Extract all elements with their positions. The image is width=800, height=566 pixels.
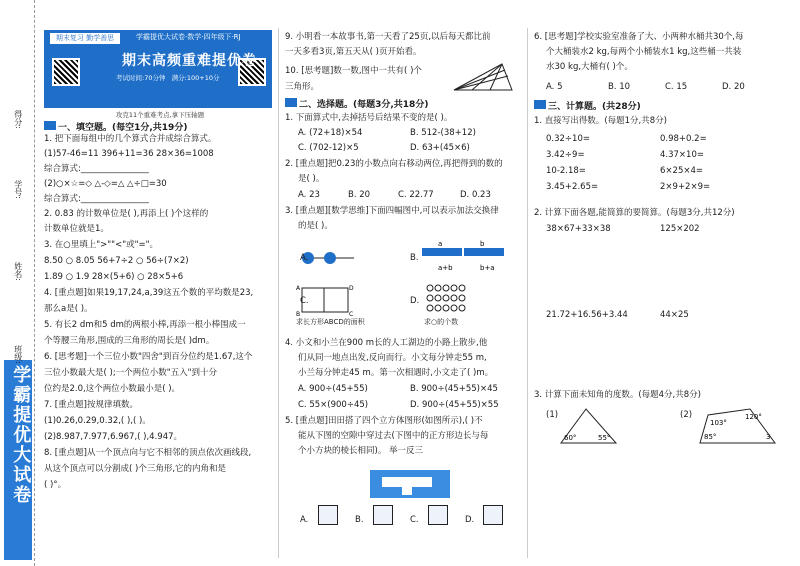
figure-d-circles: [424, 282, 484, 318]
section-calculation: 三、计算题。(共28分): [534, 100, 641, 113]
question-line: 一天多看3页,第五天从( )页开始看。: [285, 47, 422, 57]
page-title: 期末高频重难提优卷: [122, 53, 257, 69]
svg-text:C: C: [349, 311, 354, 318]
fill-blank-line: 计数单位就是1。: [44, 224, 109, 234]
calc-item: 125×202: [660, 224, 700, 234]
score-label: 得分:: [13, 110, 23, 129]
option: A. (72+18)×54: [298, 128, 363, 138]
option-b: B.: [410, 253, 419, 263]
mental-calc-item: 0.98+0.2=: [660, 134, 707, 144]
choice-q6-cont: 个大桶装水2 kg,每两个小桶装水1 kg,这些桶一共装: [546, 47, 742, 57]
fill-blank-line: (1)0.26,0.29,0.32,( ),( )。: [44, 416, 151, 426]
angle-triangle-1: [556, 405, 626, 445]
choice-q4: 4. 小文和小兰在900 m长的人工湖边的小路上散步,他: [285, 338, 488, 348]
choice-q5-cont: 能从下图的空隙中穿过去(下图中的正方形边长与每: [298, 431, 489, 441]
option: C. 22.77: [398, 190, 434, 200]
fill-blank-line: 8. [重点题]从一个顶点向与它不相邻的顶点依次画线段,: [44, 448, 252, 458]
section-choice: 二、选择题。(每题3分,共18分): [285, 98, 428, 111]
fill-blank-line: 综合算式:________________: [44, 194, 149, 204]
section-marker-icon: [285, 98, 297, 107]
student-id-label: 学号:: [13, 180, 23, 199]
fill-blank-line: 综合算式:________________: [44, 164, 149, 174]
class-label: 班级:: [13, 345, 23, 364]
option: A. 900÷(45+55): [298, 384, 368, 394]
option: D. 0.23: [460, 190, 491, 200]
exam-info: [116, 74, 220, 83]
question-line: 10. [思考题]数一数,图中一共有( )个: [285, 66, 422, 76]
calc-item: 38×67+33×38: [546, 224, 611, 234]
section-marker-icon: [534, 100, 546, 109]
choice-q2-cont: 是( )。: [298, 174, 325, 184]
fill-blank-line: 那么a是( )。: [44, 304, 93, 314]
fill-blank-line: 6. [思考题]一个三位小数"四舍"到百分位约是1.67,这个: [44, 352, 253, 362]
exam-time: 考试时间:70分钟: [116, 74, 166, 82]
calc-q1: 1. 直接写出得数。(每题1分,共8分): [534, 116, 667, 126]
angle-3: 3: [766, 433, 771, 441]
fill-blank-line: 4. [重点题]如果19,17,24,a,39这五个数的平均数是23,: [44, 288, 254, 298]
question-line: 三角形。: [285, 82, 320, 92]
question-line: 9. 小明看一本故事书,第一天看了25页,以后每天都比前: [285, 32, 491, 42]
choice-q6-cont: 水30 kg,大桶有( )个。: [546, 62, 633, 72]
series-tag: 期末复习 勤学善思: [50, 33, 120, 44]
angle-103: 103°: [710, 419, 727, 427]
cube-shape-icon: [428, 505, 448, 525]
fill-blank-line: (1)57-46=11 396+11=36 28×36=1008: [44, 149, 214, 159]
cube-option-label: A.: [300, 515, 309, 525]
column-divider: [278, 28, 279, 558]
option: C. (702-12)×5: [298, 143, 359, 153]
gap-grid-figure: [370, 470, 450, 498]
cube-option-label: C.: [410, 515, 419, 525]
option: D. 20: [722, 82, 745, 92]
calc-q2: 2. 计算下面各题,能简算的要简算。(每题3分,共12分): [534, 208, 735, 218]
choice-q5: 5. [重点题]田田搭了四个立方体图形(如图所示),( )不: [285, 416, 483, 426]
svg-text:b: b: [480, 240, 485, 248]
option: A. 5: [546, 82, 563, 92]
option: B. 10: [608, 82, 631, 92]
figure-c-caption: 求长方形ABCD的面积: [296, 318, 365, 326]
option: D. 63+(45×6): [410, 143, 470, 153]
svg-text:A: A: [296, 285, 301, 292]
fill-blank-line: 5. 有长2 dm和5 dm的两根小棒,再添一根小棒围成一: [44, 320, 246, 330]
fill-blank-line: 3. 在○里填上">""<"或"="。: [44, 240, 159, 250]
svg-text:b+a: b+a: [480, 264, 495, 272]
angle-85: 85°: [704, 433, 717, 441]
svg-text:a+b: a+b: [438, 264, 453, 272]
svg-text:a: a: [438, 240, 443, 248]
choice-q3-cont: 的是( )。: [298, 221, 333, 231]
svg-text:D: D: [349, 285, 354, 292]
option: B. 20: [348, 190, 371, 200]
angle-quadrilateral-2: [690, 405, 780, 445]
svg-text:B: B: [296, 311, 301, 318]
name-label: 姓名:: [13, 262, 23, 281]
choice-q3: 3. [重点题][数学思维]下面四幅图中,可以表示加法交换律: [285, 206, 499, 216]
option: A. 23: [298, 190, 320, 200]
fill-blank-line: 8.50 ○ 8.05 56+7÷2 ○ 56÷(7×2): [44, 256, 189, 266]
exam-score: 满分:100+10分: [171, 74, 220, 82]
cube-option-label: D.: [465, 515, 475, 525]
binding-strip: [0, 0, 40, 566]
series-name: 学霸提优大试卷·数学·四年级下·RJ: [136, 33, 241, 41]
brand-text: 学霸提优大试卷: [10, 365, 32, 505]
cube-shape-icon: [373, 505, 393, 525]
angle-q-label: (1): [546, 410, 559, 420]
fill-blank-line: 7. [重点题]按规律填数。: [44, 400, 138, 410]
fill-blank-line: (2)○×☆=◇ △-◇=△ △÷□=30: [44, 179, 167, 189]
angle-55: 55°: [598, 434, 611, 442]
mental-calc-item: 10-2.18=: [546, 166, 586, 176]
choice-q2: 2. [重点题]把0.23的小数点向右移动两位,再把得到的数的: [285, 159, 503, 169]
calc-q3: 3. 计算下面未知角的度数。(每题4分,共8分): [534, 390, 701, 400]
header-banner: [44, 30, 272, 108]
qr-code-left-icon: [52, 58, 80, 86]
choice-q4-cont: 们从同一地点出发,反向而行。小文每分钟走55 m,: [298, 353, 487, 363]
choice-q1: 1. 下面算式中,去掉括号后结果不变的是( )。: [285, 113, 453, 123]
slogan: 攻克11个重难考点,拿下压轴题: [115, 111, 205, 119]
fill-blank-line: ( )°。: [44, 480, 67, 490]
option-d: D.: [410, 296, 420, 306]
option-c: C.: [300, 296, 309, 306]
mental-calc-item: 0.32÷10=: [546, 134, 590, 144]
calc-item: 44×25: [660, 310, 689, 320]
triangle-count-figure: [452, 62, 514, 92]
option: D. 900÷(45+55)×55: [410, 400, 499, 410]
fill-blank-line: 1. 把下面每组中的几个算式合并成综合算式。: [44, 134, 217, 144]
fill-blank-line: (2)8.987,7.977,6.967,( ),4.947。: [44, 432, 183, 442]
choice-q5-cont: 个小方块的棱长相同)。 举一反三: [298, 446, 424, 456]
angle-120: 120°: [745, 413, 762, 421]
mental-calc-item: 6×25×4=: [660, 166, 703, 176]
cube-shape-icon: [483, 505, 503, 525]
cube-option-label: B.: [355, 515, 364, 525]
fill-blank-line: 三位小数最大是( );一个两位小数"五入"到十分: [44, 368, 218, 378]
fill-blank-line: 位约是2.0,这个两位小数最小是( )。: [44, 384, 181, 394]
mental-calc-item: 2×9+2×9=: [660, 182, 711, 192]
choice-q6: 6. [思考题]学校实验室准备了大、小两种水桶共30个,每: [534, 32, 744, 42]
fill-blank-line: 2. 0.83 的计数单位是( ),再添上( )个这样的: [44, 209, 209, 219]
figure-d-caption: 求○的个数: [424, 318, 459, 326]
fill-blank-line: 1.89 ○ 1.9 28×(5+6) ○ 28×5+6: [44, 272, 184, 282]
section-fill-blank: 一、填空题。(每空1分,共19分): [44, 121, 187, 134]
mental-calc-item: 3.45+2.65=: [546, 182, 599, 192]
column-divider: [527, 28, 528, 558]
mental-calc-item: 3.42÷9=: [546, 150, 585, 160]
angle-q-label: (2): [680, 410, 693, 420]
figure-b-segments: [420, 240, 510, 276]
option: C. 55×(900÷45): [298, 400, 369, 410]
section-marker-icon: [44, 121, 56, 130]
option: C. 15: [665, 82, 688, 92]
fill-blank-line: 个等腰三角形,围成的三角形的周长是( )dm。: [44, 336, 215, 346]
mental-calc-item: 4.37×10=: [660, 150, 704, 160]
cube-shape-icon: [318, 505, 338, 525]
choice-q4-cont: 小兰每分钟走45 m。第一次相遇时,小文走了( )m。: [298, 368, 494, 378]
option: B. 512-(38+12): [410, 128, 476, 138]
option-a: A.: [300, 253, 309, 263]
fill-blank-line: 从这个顶点可以分割成( )个三角形,它的内角和是: [44, 464, 227, 474]
cut-line: [34, 0, 35, 566]
calc-item: 21.72+16.56+3.44: [546, 310, 628, 320]
option: B. 900÷(45+55)×45: [410, 384, 498, 394]
angle-60: 60°: [564, 434, 577, 442]
